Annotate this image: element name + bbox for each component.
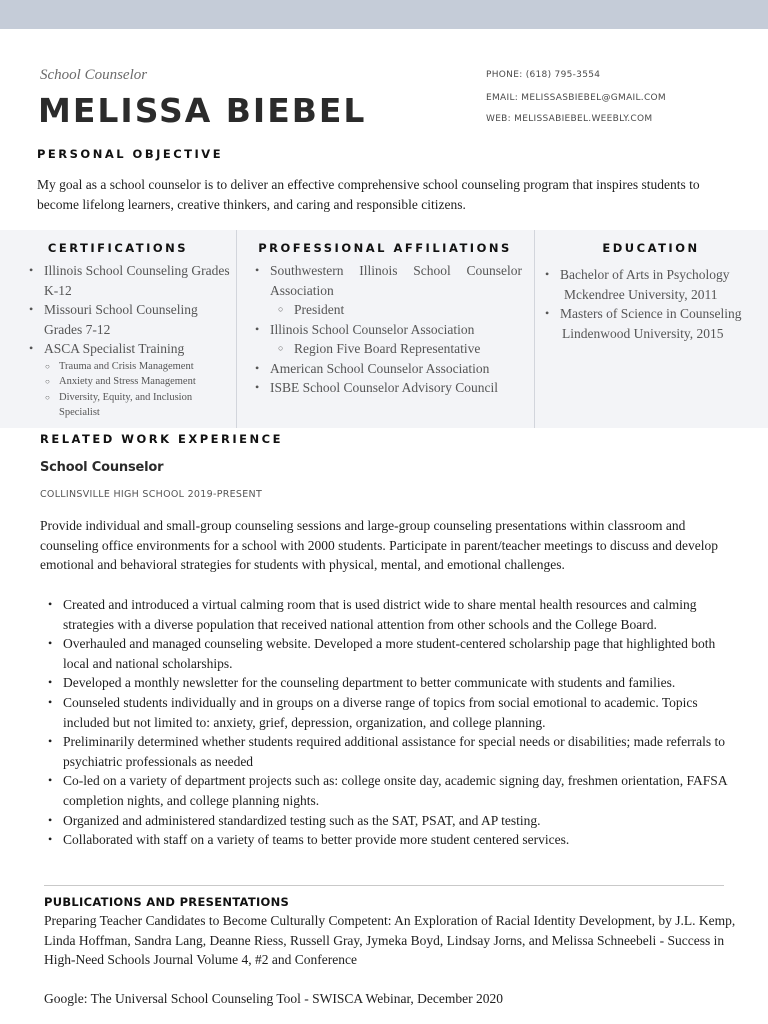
contact-email: EMAIL: MELISSASBIEBEL@GMAIL.COM: [486, 93, 667, 103]
list-item: ○ Diversity, Equity, and Inclusion Specialist: [45, 391, 193, 418]
bullet-icon: •: [48, 636, 53, 651]
list-item: • Missouri School Counseling Grades 7-12: [29, 302, 198, 337]
list-item: • Illinois School Counseling Grades K-12: [29, 263, 230, 298]
column-divider: [236, 230, 237, 428]
bullet-icon: •: [29, 263, 34, 277]
list-item: • ISBE School Counselor Advisory Council: [270, 378, 522, 398]
bullet-icon: •: [29, 302, 34, 316]
list-item: • Counseled students individually and in groups on a diverse range of topics from social emotional to academic. Topics included but not limited to: anxiety, grief, depression, organization, and college planning.: [48, 694, 698, 730]
circle-bullet-icon: ○: [45, 377, 50, 386]
education-list: [545, 265, 760, 343]
bullet-icon: •: [48, 812, 53, 827]
circle-bullet-icon: ○: [278, 304, 284, 314]
list-item: • American School Counselor Association: [270, 359, 522, 379]
bullet-icon: •: [545, 267, 550, 281]
job-subtitle: School Counselor: [40, 67, 148, 83]
list-item: • Collaborated with staff on a variety of teams to better provide more student centered services.: [63, 830, 738, 850]
bullet-icon: •: [255, 360, 260, 375]
circle-bullet-icon: ○: [45, 361, 50, 371]
publication-item: Google: The Universal School Counseling Tool - SWISCA Webinar, December 2020: [44, 991, 503, 1006]
list-item: • Created and introduced a virtual calming room that is used district wide to share mental health resources and calming strategies with a diverse population that received national attention from other schools and the College Board.: [48, 597, 697, 632]
bullet-icon: •: [545, 306, 550, 320]
header-band: [0, 0, 768, 29]
bullet-icon: •: [48, 694, 53, 709]
list-item: ○ Region Five Board Representative: [270, 339, 522, 359]
job-employer-dates: COLLINSVILLE HIGH SCHOOL 2019-PRESENT: [40, 489, 263, 500]
contact-phone: PHONE: (618) 795-3554: [486, 70, 601, 80]
certifications-heading: CERTIFICATIONS: [47, 241, 189, 255]
column-divider: [534, 230, 535, 428]
list-item: • ASCA Specialist Training ○ Trauma and Crisis Management ○ Anxiety and Stress Management ○ Diversity, Equity, and Inclusion Specialist: [44, 339, 230, 421]
list-item: • Masters of Science in Counseling Lindenwood University, 2015: [545, 306, 742, 341]
objective-heading: PERSONAL OBJECTIVE: [37, 147, 224, 161]
certifications-list: [29, 261, 230, 421]
publications-heading: PUBLICATIONS AND PRESENTATIONS: [44, 895, 290, 909]
list-item: ○ Trauma and Crisis Management: [59, 359, 230, 375]
affiliations-list: [255, 261, 522, 398]
list-item: • Southwestern Illinois School Counselor Association: [255, 263, 522, 298]
list-item: ○ President: [270, 300, 522, 320]
list-item: • Co-led on a variety of department projects such as: college onsite day, academic signing day, freshmen orientation, FAFSA completion nights, and college planning nights.: [48, 773, 727, 808]
bullet-icon: •: [255, 263, 260, 277]
list-item: • Overhauled and managed counseling website. Developed a more student-centered scholarship page that highlighted both local and national scholarships.: [48, 636, 716, 671]
list-item: • Illinois School Counselor Association: [270, 320, 522, 340]
circle-bullet-icon: ○: [45, 392, 50, 402]
bullet-icon: •: [255, 380, 260, 394]
affiliations-heading: PROFESSIONAL AFFILIATIONS: [258, 241, 512, 255]
circle-bullet-icon: ○: [278, 343, 284, 353]
list-item: • Preliminarily determined whether students required additional assistance for special needs or disabilities; made referrals to psychiatric professionals as needed: [48, 734, 726, 769]
publication-item: Preparing Teacher Candidates to Become Culturally Competent: An Exploration of Racial Identity Development, by J.L. Kemp, Linda Hoffman, Sandra Lang, Deanne Riess, Russell Gray, Jymeka Boyd, Lindsay Jorns, and Melissa Schneebeli - Success in High-Need Schools Journal Volume 4, #2 and Conference: [44, 913, 736, 968]
bullet-icon: •: [48, 832, 53, 847]
job-bullet-list: [48, 595, 738, 850]
list-item: • Bachelor of Arts in Psychology Mckendree University, 2011: [545, 267, 730, 302]
job-title: School Counselor: [40, 460, 164, 475]
list-item: • Developed a monthly newsletter for the counseling department to better communicate with students and families.: [63, 673, 738, 693]
contact-web: WEB: MELISSABIEBEL.WEEBLY.COM: [486, 114, 653, 124]
list-item: • Organized and administered standardized testing such as the SAT, PSAT, and AP testing.: [63, 811, 738, 831]
job-description: Provide individual and small-group counseling sessions and large-group counseling presentations within classroom and counseling office environments for a school with 2000 students. Participate in parent/teacher meetings to discuss and develop emotional and behavioral strategies for students with physical, mental, and emotional challenges.: [40, 518, 718, 573]
bullet-icon: •: [48, 675, 53, 690]
bullet-icon: •: [48, 773, 53, 788]
work-experience-heading: RELATED WORK EXPERIENCE: [40, 432, 283, 446]
objective-text: My goal as a school counselor is to deliver an effective comprehensive school counseling program that inspires students to become lifelong learners, creative thinkers, and caring and responsible citizens.: [37, 177, 700, 212]
education-heading: EDUCATION: [602, 241, 700, 255]
list-item: ○ Anxiety and Stress Management: [59, 374, 230, 390]
candidate-name: MELISSA BIEBEL: [38, 91, 367, 130]
bullet-icon: •: [255, 321, 260, 336]
asca-sub-list: [44, 359, 230, 421]
section-divider: [44, 885, 724, 886]
bullet-icon: •: [48, 597, 53, 611]
bullet-icon: •: [29, 341, 34, 355]
bullet-icon: •: [48, 734, 53, 749]
